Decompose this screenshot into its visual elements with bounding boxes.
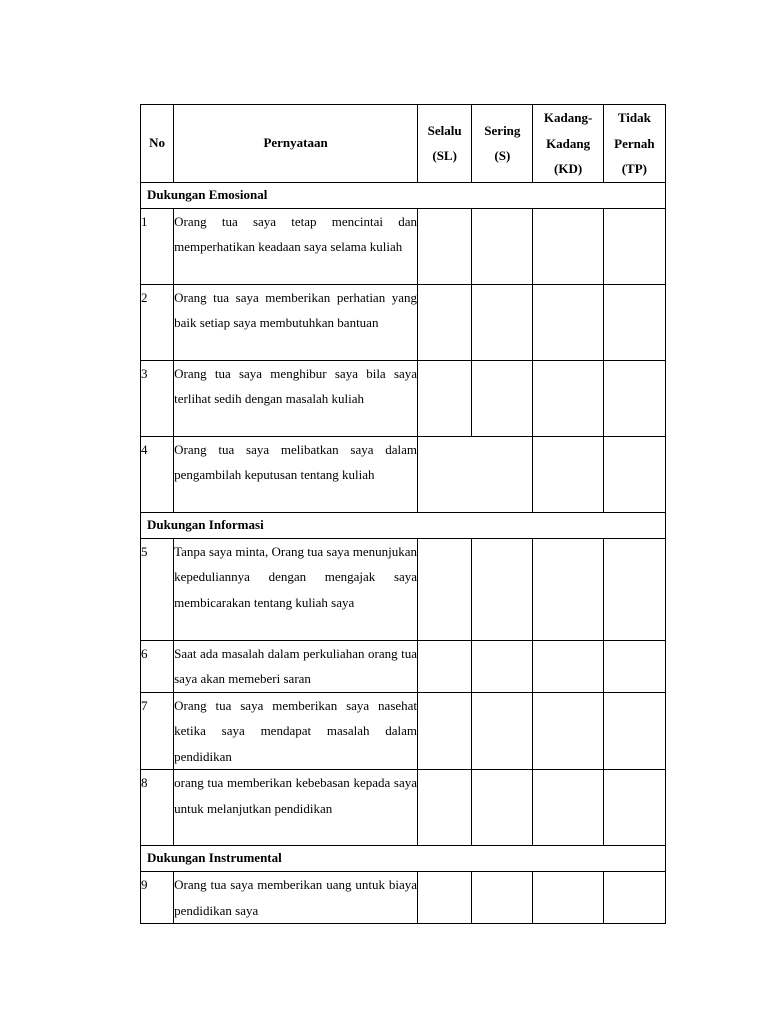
answer-cell-tp[interactable] [603,538,665,640]
item-number: 4 [141,436,174,512]
table-row [141,770,666,846]
section-row [141,512,666,538]
item-statement: Saat ada masalah dalam perkuliahan orang tua saya akan memeberi saran [174,640,418,692]
item-statement: Orang tua saya memberikan uang untuk biaya pendidikan saya [174,872,418,924]
item-number: 8 [141,770,174,846]
answer-cell-kd[interactable] [533,872,603,924]
section-title: Dukungan Instrumental [141,846,666,872]
section-row [141,846,666,872]
table-row [141,872,666,924]
table-row [141,538,666,640]
answer-cell-sl[interactable] [418,692,472,770]
answer-cell-s[interactable] [472,284,533,360]
answer-cell-s[interactable] [472,538,533,640]
table-row [141,208,666,284]
answer-cell-s[interactable] [472,872,533,924]
table-row [141,360,666,436]
section-row [141,182,666,208]
answer-cell-kd[interactable] [533,538,603,640]
item-statement: Orang tua saya melibatkan saya dalam pengambilah keputusan tentang kuliah [174,436,418,512]
section-title: Dukungan Informasi [141,512,666,538]
header-selalu: Selalu (SL) [418,105,472,183]
answer-cell-sl[interactable] [418,640,472,692]
item-statement: Orang tua saya tetap mencintai dan memperhatikan keadaan saya selama kuliah [174,208,418,284]
answer-cell-s[interactable] [472,360,533,436]
item-statement: Tanpa saya minta, Orang tua saya menunjukan kepeduliannya dengan mengajak saya membicarakan tentang kuliah saya [174,538,418,640]
answer-cell-tp[interactable] [603,692,665,770]
answer-cell-kd[interactable] [533,208,603,284]
answer-cell-sl[interactable] [418,360,472,436]
answer-cell-tp[interactable] [603,360,665,436]
answer-cell-kd[interactable] [533,284,603,360]
answer-cell-kd[interactable] [533,692,603,770]
table-row [141,692,666,770]
answer-cell-sl[interactable] [418,538,472,640]
answer-cell-kd[interactable] [533,640,603,692]
header-statement: Pernyataan [174,105,418,183]
header-kadang-kadang: Kadang- Kadang (KD) [533,105,603,183]
item-statement: Orang tua saya memberikan saya nasehat ketika saya mendapat masalah dalam pendidikan [174,692,418,770]
answer-cell-sl[interactable] [418,284,472,360]
answer-cell-tp[interactable] [603,872,665,924]
item-number: 5 [141,538,174,640]
answer-cell-kd[interactable] [533,770,603,846]
item-number: 7 [141,692,174,770]
table-row [141,284,666,360]
item-number: 6 [141,640,174,692]
item-statement: orang tua memberikan kebebasan kepada saya untuk melanjutkan pendidikan [174,770,418,846]
answer-cell-sl-s[interactable] [418,436,533,512]
answer-cell-kd[interactable] [533,436,603,512]
answer-cell-sl[interactable] [418,872,472,924]
table-row [141,436,666,512]
answer-cell-tp[interactable] [603,284,665,360]
item-statement: Orang tua saya memberikan perhatian yang baik setiap saya membutuhkan bantuan [174,284,418,360]
answer-cell-tp[interactable] [603,436,665,512]
answer-cell-s[interactable] [472,770,533,846]
header-sering: Sering (S) [472,105,533,183]
header-row [141,105,666,183]
answer-cell-s[interactable] [472,208,533,284]
item-number: 1 [141,208,174,284]
item-statement: Orang tua saya menghibur saya bila saya terlihat sedih dengan masalah kuliah [174,360,418,436]
questionnaire-table [140,104,666,924]
answer-cell-tp[interactable] [603,208,665,284]
answer-cell-s[interactable] [472,640,533,692]
item-number: 2 [141,284,174,360]
answer-cell-sl[interactable] [418,208,472,284]
answer-cell-kd[interactable] [533,360,603,436]
section-title: Dukungan Emosional [141,182,666,208]
table-row [141,640,666,692]
answer-cell-tp[interactable] [603,770,665,846]
item-number: 3 [141,360,174,436]
header-no: No [141,105,174,183]
answer-cell-tp[interactable] [603,640,665,692]
answer-cell-sl[interactable] [418,770,472,846]
header-tidak-pernah: Tidak Pernah (TP) [603,105,665,183]
answer-cell-s[interactable] [472,692,533,770]
item-number: 9 [141,872,174,924]
